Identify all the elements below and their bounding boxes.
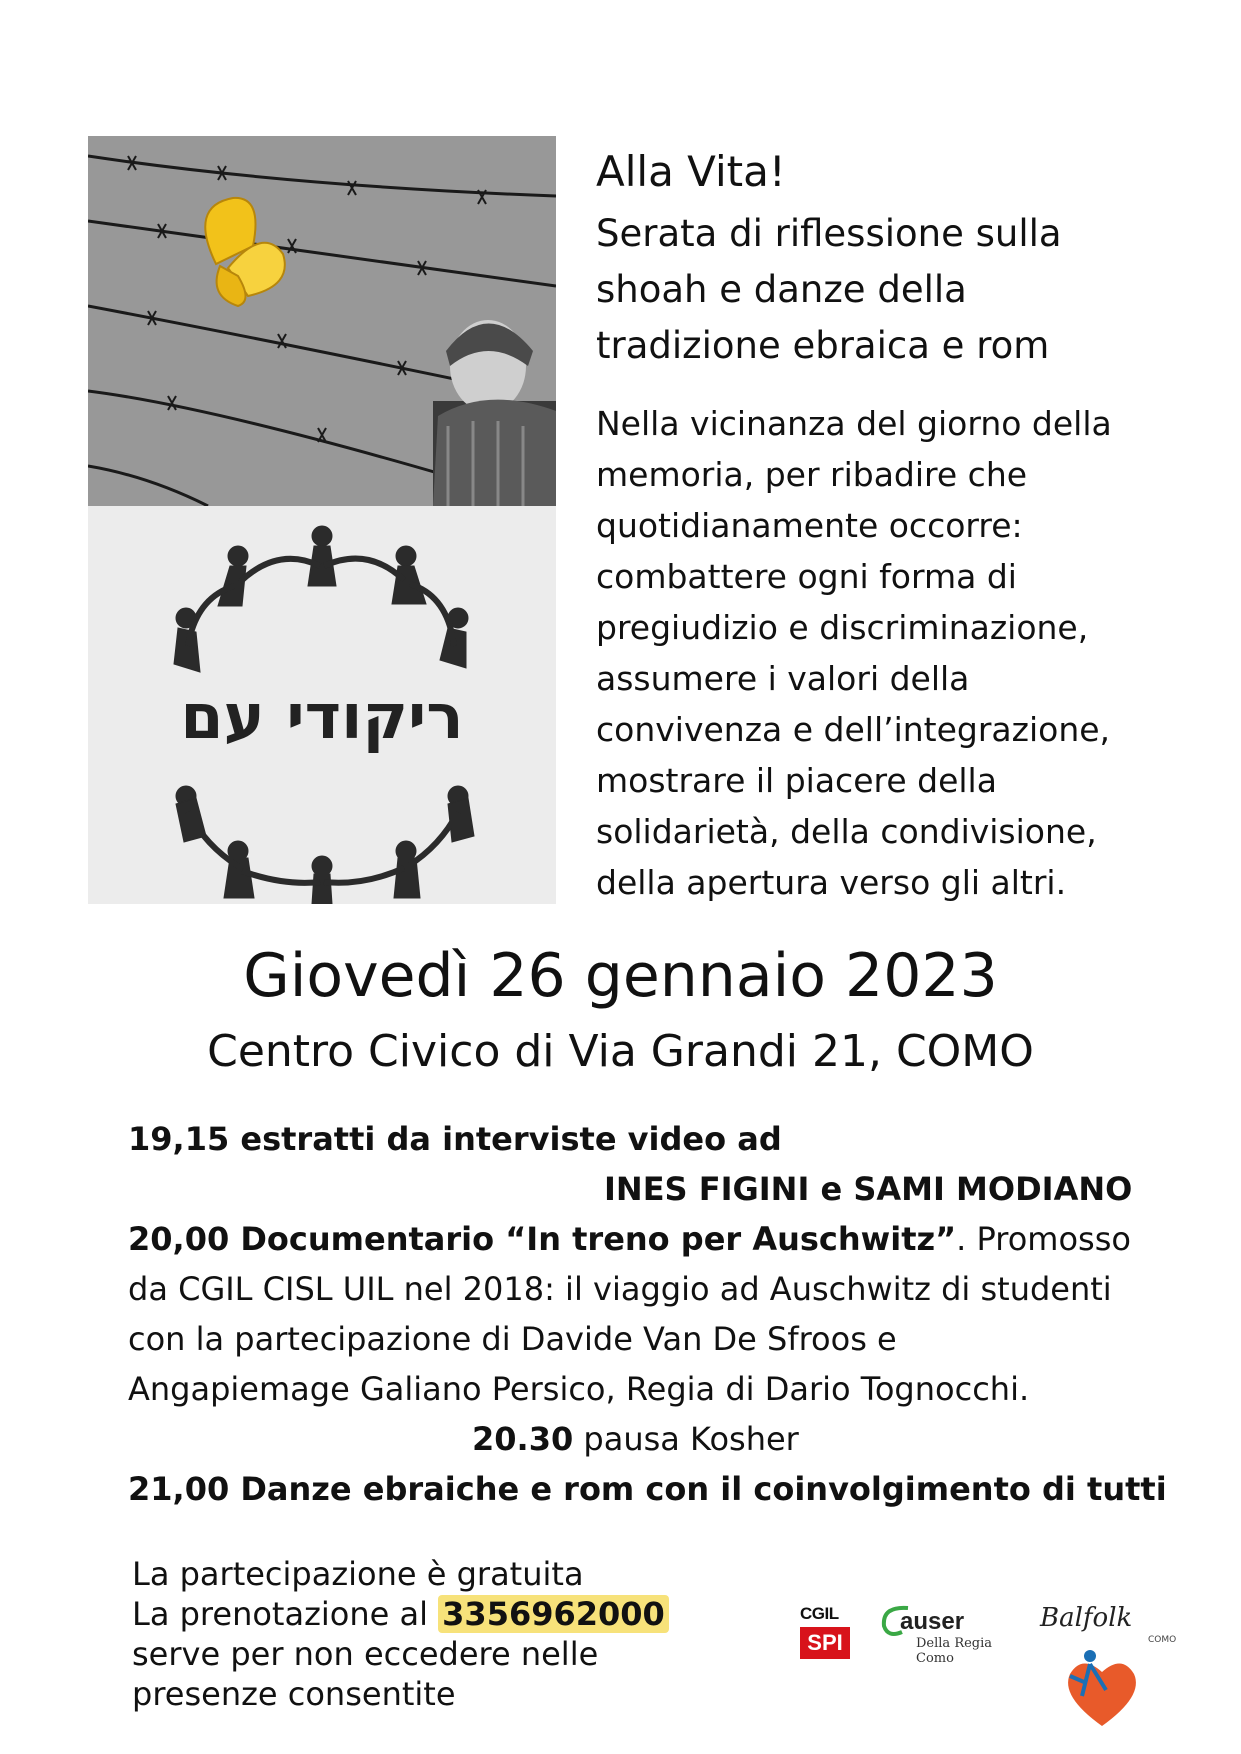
footer-booking-label: La prenotazione al <box>132 1595 439 1633</box>
program-item-1: 19,15 estratti da interviste video ad <box>128 1120 782 1158</box>
balfolk-logo-sub: COMO <box>1148 1635 1177 1645</box>
intro-line: solidarietà, della condivisione, <box>596 812 1097 851</box>
heart-icon <box>1068 1663 1136 1726</box>
program-item-2-rest: . Promosso <box>956 1220 1131 1258</box>
program-item-2-title: 20,00 Documentario “In treno per Auschwitz” <box>128 1220 957 1258</box>
program-item-2-line: Angapiemage Galiano Persico, Regia di Dario Tognocchi. <box>128 1370 1030 1408</box>
program-item-1-guests: INES FIGINI e SAMI MODIANO <box>604 1170 1133 1208</box>
intro-line: mostrare il piacere della <box>596 761 997 800</box>
intro-line: quotidianamente occorre: <box>596 506 1023 545</box>
balfolk-logo-name: Balfolk <box>1040 1603 1133 1633</box>
balfolk-logo-graphic <box>1030 1586 1180 1736</box>
auser-logo-name: auser <box>900 1608 965 1635</box>
barbed-wire-image <box>88 136 556 506</box>
footer-line: serve per non eccedere nelle <box>132 1635 599 1673</box>
program-item-2 <box>128 1214 1131 1264</box>
auser-logo-sub2: Como <box>916 1651 954 1666</box>
subtitle-line: shoah e danze della <box>596 268 967 311</box>
program-item-3-time: 20.30 <box>472 1420 574 1458</box>
intro-line: assumere i valori della <box>596 659 970 698</box>
footer-line: presenze consentite <box>132 1675 456 1713</box>
intro-line: combattere ogni forma di <box>596 557 1017 596</box>
program-item-2-line: con la partecipazione di Davide Van De Sfroos e <box>128 1320 897 1358</box>
barbed-wire-illustration <box>88 136 556 506</box>
intro-line: della apertura verso gli altri. <box>596 863 1067 902</box>
cgil-logo-text: CGIL <box>800 1604 839 1623</box>
event-date: Giovedì 26 gennaio 2023 <box>243 941 998 1011</box>
spi-logo-text: SPI <box>800 1627 850 1659</box>
dancer-head-icon <box>1084 1650 1096 1662</box>
footer-line: La partecipazione è gratuita <box>132 1555 584 1593</box>
auser-logo-sub1: Della Regia <box>916 1636 993 1651</box>
auser-swirl-icon <box>878 1602 918 1642</box>
program-item-4: 21,00 Danze ebraiche e rom con il coinvolgimento di tutti <box>128 1470 1167 1508</box>
dancers-circle-image <box>88 506 556 904</box>
footer-booking <box>132 1594 669 1634</box>
cgil-spi-logo <box>800 1604 850 1659</box>
intro-line: memoria, per ribadire che <box>596 455 1028 494</box>
phone-number[interactable]: 3356962000 <box>438 1595 669 1633</box>
balfolk-logo <box>1030 1586 1180 1736</box>
program-item-3 <box>472 1414 799 1464</box>
program-item-2-line: da CGIL CISL UIL nel 2018: il viaggio ad Auschwitz di studenti <box>128 1270 1112 1308</box>
event-title: Alla Vita! <box>596 147 786 196</box>
auser-logo <box>878 1608 1008 1666</box>
hebrew-title: ריקודי עם <box>180 680 464 753</box>
dancers-circle-illustration <box>88 506 556 904</box>
program-item-3-text: pausa Kosher <box>573 1420 799 1458</box>
subtitle-line: Serata di riflessione sulla <box>596 212 1062 255</box>
subtitle-line: tradizione ebraica e rom <box>596 324 1050 367</box>
event-subtitle <box>596 206 1216 374</box>
footer-info <box>132 1554 669 1714</box>
event-venue: Centro Civico di Via Grandi 21, COMO <box>207 1026 1034 1077</box>
intro-text <box>596 398 1216 908</box>
intro-line: Nella vicinanza del giorno della <box>596 404 1112 443</box>
intro-line: pregiudizio e discriminazione, <box>596 608 1089 647</box>
intro-line: convivenza e dell’integrazione, <box>596 710 1111 749</box>
